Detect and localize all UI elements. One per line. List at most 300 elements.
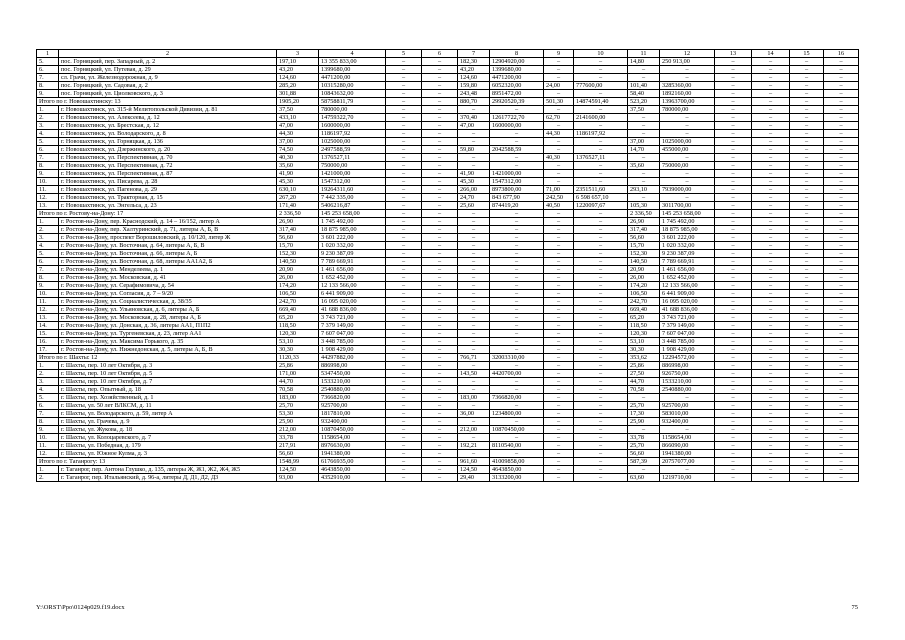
value-cell: – xyxy=(386,242,422,250)
value-cell: – xyxy=(824,450,859,458)
value-cell: 40,50 xyxy=(544,202,574,210)
column-number: 7 xyxy=(458,50,490,58)
value-cell: 44297882,00 xyxy=(319,354,386,362)
value-cell: – xyxy=(752,154,790,162)
row-number: 2. xyxy=(37,370,59,378)
value-cell: 35,60 xyxy=(277,162,319,170)
address-cell: г. Ростов-на-Дону, ул. Донская, д. 36, литеры АА1, П1П2 xyxy=(59,322,277,330)
value-cell: 4471200,00 xyxy=(490,74,544,82)
value-cell: – xyxy=(422,98,458,106)
row-number: 13. xyxy=(37,314,59,322)
value-cell: 43,20 xyxy=(277,66,319,74)
value-cell: – xyxy=(790,218,824,226)
table-row xyxy=(37,114,859,122)
value-cell: 1376527,11 xyxy=(574,154,628,162)
address-cell: г. Новошахтинск, ул. 315-й Мелитопольской Дивизии, д. 81 xyxy=(59,106,277,114)
value-cell: 93,00 xyxy=(277,474,319,482)
row-number: 7. xyxy=(37,266,59,274)
value-cell: – xyxy=(752,282,790,290)
value-cell: 886998,00 xyxy=(319,362,386,370)
value-cell: 59,80 xyxy=(458,146,490,154)
value-cell: – xyxy=(752,242,790,250)
value-cell: – xyxy=(790,386,824,394)
value-cell: – xyxy=(715,330,752,338)
address-cell: г. Ростов-на-Дону, ул. Ульяновская, д. 6, литеры А, Б xyxy=(59,306,277,314)
value-cell: – xyxy=(628,194,660,202)
value-cell: – xyxy=(824,146,859,154)
table-row xyxy=(37,194,859,202)
value-cell: – xyxy=(628,170,660,178)
value-cell: 1905,20 xyxy=(277,98,319,106)
value-cell: – xyxy=(715,154,752,162)
value-cell: – xyxy=(824,210,859,218)
value-cell: – xyxy=(544,354,574,362)
row-number: 17. xyxy=(37,346,59,354)
value-cell: 1 461 656,00 xyxy=(660,266,715,274)
value-cell: 45,30 xyxy=(277,178,319,186)
value-cell: 3133200,00 xyxy=(490,474,544,482)
value-cell: – xyxy=(752,210,790,218)
row-number: 5. xyxy=(37,250,59,258)
value-cell: – xyxy=(715,458,752,466)
address-cell: г. Шахты, ул. Володарского, д. 59, литер А xyxy=(59,410,277,418)
value-cell: 1547312,00 xyxy=(319,178,386,186)
table-row xyxy=(37,298,859,306)
value-cell: 44,30 xyxy=(544,130,574,138)
value-cell: 4420700,00 xyxy=(490,370,544,378)
table-row xyxy=(37,338,859,346)
value-cell: – xyxy=(752,138,790,146)
row-number: 12. xyxy=(37,194,59,202)
value-cell: – xyxy=(752,386,790,394)
value-cell: – xyxy=(574,242,628,250)
value-cell: – xyxy=(752,338,790,346)
value-cell: – xyxy=(752,170,790,178)
value-cell: – xyxy=(458,450,490,458)
value-cell: – xyxy=(752,370,790,378)
value-cell: 58,40 xyxy=(628,90,660,98)
value-cell: – xyxy=(824,194,859,202)
column-number: 9 xyxy=(544,50,574,58)
value-cell: – xyxy=(422,386,458,394)
value-cell: 266,00 xyxy=(458,186,490,194)
value-cell: – xyxy=(386,234,422,242)
value-cell: 192,21 xyxy=(458,442,490,450)
value-cell: – xyxy=(752,146,790,154)
value-cell: – xyxy=(824,98,859,106)
value-cell: – xyxy=(790,138,824,146)
value-cell: 3 448 785,00 xyxy=(660,338,715,346)
value-cell: – xyxy=(790,74,824,82)
value-cell: – xyxy=(628,178,660,186)
value-cell: – xyxy=(574,282,628,290)
address-cell: г. Ростов-на-Дону, ул. Восточная, д. 66, литеры А, Б xyxy=(59,250,277,258)
value-cell: – xyxy=(544,282,574,290)
value-cell: – xyxy=(386,394,422,402)
row-number: 2. xyxy=(37,474,59,482)
value-cell: 25,70 xyxy=(277,402,319,410)
value-cell: – xyxy=(790,410,824,418)
address-cell: Итого по г. Новошахтинску: 13 xyxy=(37,98,277,106)
value-cell: – xyxy=(458,130,490,138)
value-cell: 63,60 xyxy=(628,474,660,482)
value-cell: – xyxy=(790,122,824,130)
value-cell: 317,40 xyxy=(628,226,660,234)
table-row xyxy=(37,474,859,482)
total-row xyxy=(37,98,859,106)
address-cell: г. Шахты, ул. Победная, д. 179 xyxy=(59,442,277,450)
address-cell: г. Шахты, ул. 50 лет ВЛКСМ, д. 11 xyxy=(59,402,277,410)
row-number: 6. xyxy=(37,402,59,410)
value-cell: – xyxy=(544,122,574,130)
value-cell: 7939000,00 xyxy=(660,186,715,194)
value-cell: 6 441 909,00 xyxy=(660,290,715,298)
value-cell: – xyxy=(544,330,574,338)
value-cell: – xyxy=(422,66,458,74)
value-cell: – xyxy=(544,274,574,282)
address-cell: г. Шахты, пер. Опытный, д. 18 xyxy=(59,386,277,394)
column-number: 1 xyxy=(37,50,59,58)
value-cell: – xyxy=(752,322,790,330)
value-cell: – xyxy=(490,418,544,426)
value-cell: 18 875 985,00 xyxy=(319,226,386,234)
total-row xyxy=(37,354,859,362)
value-cell: – xyxy=(386,178,422,186)
value-cell: 41 688 836,00 xyxy=(660,306,715,314)
value-cell: 12 133 566,00 xyxy=(660,282,715,290)
value-cell: – xyxy=(544,338,574,346)
value-cell: 140,50 xyxy=(628,258,660,266)
value-cell: 7 789 669,91 xyxy=(660,258,715,266)
address-cell: г. Ростов-на-Дону, ул. Социалистическая, д. 38/35 xyxy=(59,298,277,306)
value-cell: – xyxy=(824,234,859,242)
value-cell: 171,40 xyxy=(277,202,319,210)
table-row xyxy=(37,130,859,138)
value-cell: 2540880,00 xyxy=(660,386,715,394)
value-cell: 15,70 xyxy=(277,242,319,250)
value-cell: 62,70 xyxy=(544,114,574,122)
value-cell: – xyxy=(660,178,715,186)
value-cell: 32003310,00 xyxy=(490,354,544,362)
row-number: 1. xyxy=(37,106,59,114)
total-row xyxy=(37,210,859,218)
value-cell: 7 607 047,00 xyxy=(660,330,715,338)
value-cell: – xyxy=(574,410,628,418)
column-number: 10 xyxy=(574,50,628,58)
value-cell: 433,10 xyxy=(277,114,319,122)
value-cell: 25,70 xyxy=(628,442,660,450)
table-row xyxy=(37,242,859,250)
value-cell: – xyxy=(386,186,422,194)
value-cell: – xyxy=(824,114,859,122)
value-cell: – xyxy=(824,338,859,346)
value-cell: – xyxy=(752,82,790,90)
value-cell: – xyxy=(458,258,490,266)
value-cell: 7 607 047,00 xyxy=(319,330,386,338)
value-cell: 1219710,00 xyxy=(660,474,715,482)
value-cell: – xyxy=(752,290,790,298)
value-cell: – xyxy=(574,458,628,466)
value-cell: – xyxy=(824,434,859,442)
column-number: 2 xyxy=(59,50,277,58)
value-cell: 58758811,79 xyxy=(319,98,386,106)
value-cell: – xyxy=(715,434,752,442)
value-cell: 14,70 xyxy=(628,146,660,154)
value-cell: – xyxy=(752,418,790,426)
column-number: 8 xyxy=(490,50,544,58)
value-cell: – xyxy=(422,362,458,370)
value-cell: – xyxy=(752,226,790,234)
value-cell: – xyxy=(574,162,628,170)
value-cell: 12617722,70 xyxy=(490,114,544,122)
value-cell: 2 336,50 xyxy=(628,210,660,218)
row-number: 15. xyxy=(37,330,59,338)
value-cell: – xyxy=(458,306,490,314)
table-row xyxy=(37,186,859,194)
value-cell: – xyxy=(386,194,422,202)
value-cell: 143,50 xyxy=(458,370,490,378)
value-cell: 36,00 xyxy=(458,410,490,418)
value-cell: – xyxy=(824,66,859,74)
value-cell: – xyxy=(824,362,859,370)
address-cell: г. Шахты, пер. 10 лет Октября, д. 5 xyxy=(59,370,277,378)
value-cell: 780000,00 xyxy=(319,106,386,114)
value-cell: 12904920,00 xyxy=(490,58,544,66)
value-cell: – xyxy=(752,466,790,474)
value-cell: 56,60 xyxy=(628,234,660,242)
value-cell: – xyxy=(458,250,490,258)
row-number: 7. xyxy=(37,410,59,418)
value-cell: – xyxy=(790,90,824,98)
value-cell: – xyxy=(715,98,752,106)
value-cell: – xyxy=(752,58,790,66)
value-cell: – xyxy=(752,474,790,482)
value-cell: – xyxy=(660,74,715,82)
column-number: 11 xyxy=(628,50,660,58)
value-cell: 145 253 658,00 xyxy=(319,210,386,218)
value-cell: – xyxy=(752,298,790,306)
value-cell: – xyxy=(422,210,458,218)
row-number: 12. xyxy=(37,306,59,314)
value-cell: – xyxy=(422,106,458,114)
value-cell: – xyxy=(752,258,790,266)
value-cell: – xyxy=(544,458,574,466)
value-cell: – xyxy=(715,266,752,274)
table-row xyxy=(37,202,859,210)
value-cell: 106,50 xyxy=(277,290,319,298)
value-cell: 317,40 xyxy=(277,226,319,234)
table-row xyxy=(37,282,859,290)
value-cell: – xyxy=(422,282,458,290)
value-cell: 12 133 566,00 xyxy=(319,282,386,290)
value-cell: – xyxy=(422,178,458,186)
row-number: 13. xyxy=(37,202,59,210)
row-number: 8. xyxy=(37,418,59,426)
row-number: 1. xyxy=(37,218,59,226)
value-cell: – xyxy=(574,306,628,314)
row-number: 9. xyxy=(37,170,59,178)
column-number: 12 xyxy=(660,50,715,58)
value-cell: 2351511,60 xyxy=(574,186,628,194)
column-number: 16 xyxy=(824,50,859,58)
value-cell: 24,00 xyxy=(544,82,574,90)
value-cell: – xyxy=(490,242,544,250)
table-row xyxy=(37,394,859,402)
value-cell: – xyxy=(490,266,544,274)
value-cell: 41,90 xyxy=(458,170,490,178)
value-cell: – xyxy=(386,330,422,338)
value-cell: – xyxy=(544,450,574,458)
value-cell: – xyxy=(490,162,544,170)
value-cell: 25,86 xyxy=(277,362,319,370)
value-cell: 1 908 429,00 xyxy=(660,346,715,354)
value-cell: – xyxy=(824,322,859,330)
value-cell: – xyxy=(790,178,824,186)
value-cell: – xyxy=(790,434,824,442)
value-cell: – xyxy=(824,442,859,450)
value-cell: – xyxy=(715,130,752,138)
address-cell: г. Шахты, пер. 10 лет Октября, д. 7 xyxy=(59,378,277,386)
value-cell: 14,80 xyxy=(628,58,660,66)
value-cell: 25,86 xyxy=(628,362,660,370)
value-cell: – xyxy=(490,322,544,330)
value-cell: – xyxy=(790,322,824,330)
value-cell: – xyxy=(386,298,422,306)
value-cell: – xyxy=(422,122,458,130)
value-cell: – xyxy=(422,250,458,258)
value-cell: – xyxy=(660,466,715,474)
value-cell: – xyxy=(490,330,544,338)
value-cell: 74,50 xyxy=(277,146,319,154)
value-cell: – xyxy=(422,58,458,66)
address-cell: г. Новошахтинск, ул. Володарского, д. 8 xyxy=(59,130,277,138)
value-cell: – xyxy=(752,402,790,410)
value-cell: – xyxy=(386,66,422,74)
value-cell: – xyxy=(715,202,752,210)
value-cell: 20,90 xyxy=(628,266,660,274)
value-cell: – xyxy=(715,338,752,346)
value-cell: 4471200,00 xyxy=(319,74,386,82)
value-cell: – xyxy=(790,82,824,90)
value-cell: 932400,00 xyxy=(319,418,386,426)
value-cell: – xyxy=(544,162,574,170)
row-number: 10. xyxy=(37,178,59,186)
value-cell: – xyxy=(715,66,752,74)
value-cell: – xyxy=(544,58,574,66)
value-cell: – xyxy=(824,402,859,410)
row-number: 1. xyxy=(37,466,59,474)
value-cell: 1 461 656,00 xyxy=(319,266,386,274)
value-cell: – xyxy=(790,106,824,114)
value-cell: 105,30 xyxy=(628,202,660,210)
row-number: 3. xyxy=(37,378,59,386)
value-cell: – xyxy=(458,234,490,242)
value-cell: – xyxy=(574,330,628,338)
value-cell: 242,50 xyxy=(544,194,574,202)
value-cell: – xyxy=(490,234,544,242)
table-row xyxy=(37,314,859,322)
value-cell: – xyxy=(824,58,859,66)
value-cell: – xyxy=(490,210,544,218)
value-cell: – xyxy=(824,266,859,274)
value-cell: 1399680,00 xyxy=(490,66,544,74)
value-cell: – xyxy=(386,114,422,122)
table-row xyxy=(37,234,859,242)
row-number: 10. xyxy=(37,290,59,298)
table-row xyxy=(37,146,859,154)
value-cell: 777600,00 xyxy=(574,82,628,90)
value-cell: – xyxy=(422,410,458,418)
value-cell: 40,30 xyxy=(544,154,574,162)
value-cell: 926750,00 xyxy=(660,370,715,378)
address-cell: пос. Горняцкий, ул. Циолковского, д. 3 xyxy=(59,90,277,98)
value-cell: – xyxy=(824,82,859,90)
value-cell: 145 253 658,00 xyxy=(660,210,715,218)
value-cell: – xyxy=(386,130,422,138)
table-row xyxy=(37,178,859,186)
value-cell: 124,50 xyxy=(458,466,490,474)
column-number: 5 xyxy=(386,50,422,58)
value-cell: – xyxy=(752,362,790,370)
value-cell: – xyxy=(752,186,790,194)
value-cell: 925700,00 xyxy=(319,402,386,410)
value-cell: – xyxy=(386,338,422,346)
value-cell: 159,80 xyxy=(458,82,490,90)
value-cell: – xyxy=(752,346,790,354)
value-cell: – xyxy=(422,442,458,450)
table-row xyxy=(37,434,859,442)
value-cell: – xyxy=(422,234,458,242)
value-cell: 53,30 xyxy=(277,410,319,418)
value-cell: – xyxy=(574,450,628,458)
value-cell: – xyxy=(752,130,790,138)
value-cell: – xyxy=(628,426,660,434)
value-cell: – xyxy=(715,282,752,290)
value-cell: – xyxy=(386,346,422,354)
value-cell: – xyxy=(386,442,422,450)
value-cell: – xyxy=(422,298,458,306)
value-cell: – xyxy=(458,418,490,426)
value-cell: 4352910,00 xyxy=(319,474,386,482)
value-cell: 65,20 xyxy=(628,314,660,322)
value-cell: 45,30 xyxy=(458,178,490,186)
value-cell: 583010,00 xyxy=(660,410,715,418)
value-cell: – xyxy=(715,218,752,226)
value-cell: – xyxy=(386,458,422,466)
value-cell: – xyxy=(824,466,859,474)
address-cell: г. Новошахтинск, ул. Писарева, д. 28 xyxy=(59,178,277,186)
value-cell: – xyxy=(752,162,790,170)
value-cell: – xyxy=(386,162,422,170)
value-cell: – xyxy=(574,298,628,306)
value-cell: – xyxy=(574,378,628,386)
value-cell: – xyxy=(574,258,628,266)
value-cell: – xyxy=(824,242,859,250)
value-cell: – xyxy=(422,202,458,210)
table-row xyxy=(37,402,859,410)
value-cell: 8110540,00 xyxy=(490,442,544,450)
value-cell: 7 379 149,00 xyxy=(319,322,386,330)
address-cell: г. Ростов-на-Дону, ул. Серафимовича, д. 54 xyxy=(59,282,277,290)
table-row xyxy=(37,306,859,314)
address-cell: г. Ростов-на-Дону, ул. Нижнедонская, д. 5, литеры А, Б, В xyxy=(59,346,277,354)
value-cell: – xyxy=(715,194,752,202)
value-cell: – xyxy=(715,138,752,146)
value-cell: 2497588,59 xyxy=(319,146,386,154)
value-cell: – xyxy=(544,234,574,242)
address-cell: Итого по г. Ростову-на-Дону: 17 xyxy=(37,210,277,218)
value-cell: 1941380,00 xyxy=(319,450,386,458)
